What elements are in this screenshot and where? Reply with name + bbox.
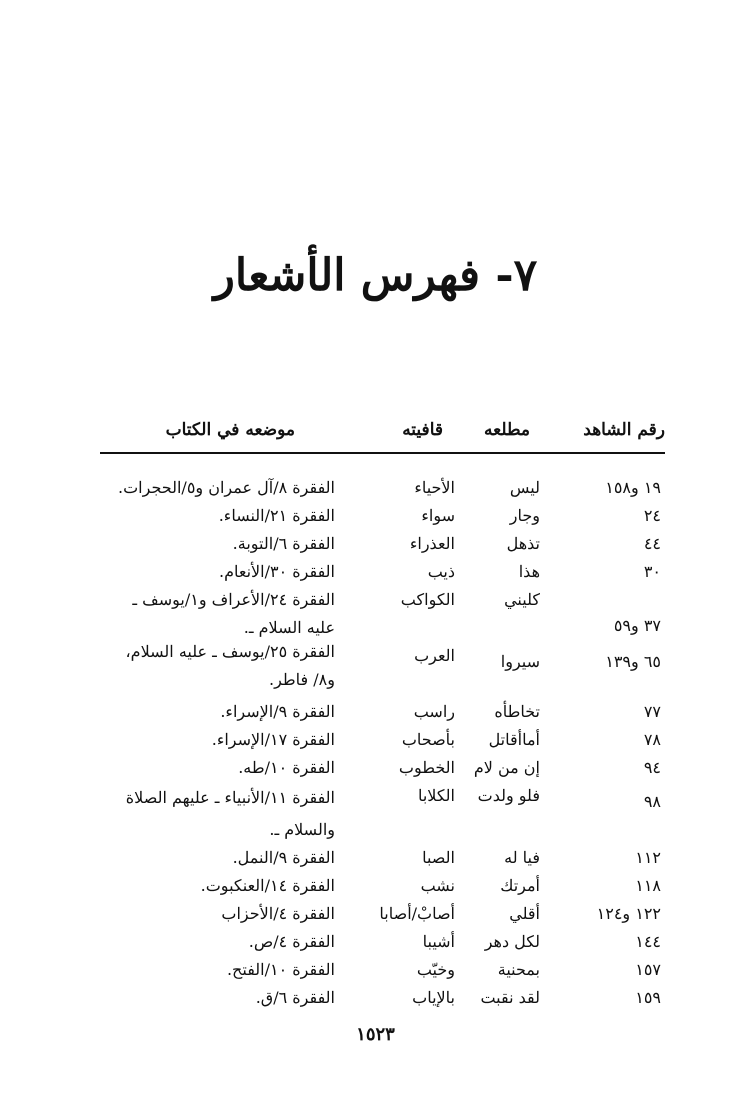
row-matla: إن من لام: [473, 758, 540, 777]
table-row: [100, 726, 665, 754]
row-mawdi: الفقرة ٤/الأحزاب: [221, 904, 335, 923]
row-qafiya: الكلابا: [417, 786, 455, 805]
row-matla: لكل دهر: [484, 932, 540, 951]
row-number: ١١٨: [635, 876, 661, 895]
row-mawdi: الفقرة ١١/الأنبياء ـ عليهم الصلاة والسلام ـ.: [125, 788, 335, 839]
row-number: ١٥٩: [635, 988, 661, 1007]
row-number: ١٤٤: [635, 932, 661, 951]
row-qafiya: نشب: [420, 876, 455, 895]
row-mawdi: الفقرة ٢٤/الأعراف و١/يوسف ـ عليه السلام ـ.: [132, 590, 335, 637]
row-qafiya: أصابْ/أصابا: [379, 904, 455, 923]
row-qafiya: ذيب: [427, 562, 455, 581]
row-matla: أماأقاتل: [488, 730, 540, 749]
row-matla: ليس: [509, 478, 540, 497]
row-qafiya: الصبا: [422, 848, 455, 867]
row-mawdi: الفقرة ٣٠/الأنعام.: [219, 562, 335, 581]
table-row: [100, 698, 665, 726]
row-matla: فلو ولدت: [477, 786, 540, 805]
table-row: [100, 586, 665, 638]
table-row: [100, 900, 665, 928]
row-number: ٧٧: [643, 702, 661, 721]
table-row: [100, 558, 665, 586]
row-number: ٦٥ و١٣٩: [605, 652, 661, 671]
row-number: ١٩ و١٥٨: [605, 478, 661, 497]
row-mawdi: الفقرة ٢١/النساء.: [218, 506, 335, 525]
table-row: [100, 956, 665, 984]
header-divider: [100, 452, 665, 454]
row-number: ٧٨: [643, 730, 661, 749]
row-qafiya: بالإياب: [412, 988, 455, 1007]
row-qafiya: الأحياء: [414, 478, 455, 497]
row-mawdi: الفقرة ٢٥/يوسف ـ عليه السلام، و٨/ فاطر.: [125, 642, 335, 689]
row-matla: تخاطأه: [494, 702, 540, 721]
row-number: ١٥٧: [635, 960, 661, 979]
row-mawdi: الفقرة ٨/آل عمران و٥/الحجرات.: [118, 478, 335, 497]
row-number: ٤٤: [643, 534, 661, 553]
row-matla: فيا له: [504, 848, 540, 867]
header-row: [100, 418, 665, 452]
row-mawdi: الفقرة ٦/التوبة.: [232, 534, 335, 553]
row-matla: تذهل: [506, 534, 540, 553]
row-number: ٣٠: [643, 562, 661, 581]
row-number: ٩٤: [643, 758, 661, 777]
table-body: [100, 474, 665, 1012]
row-mawdi: الفقرة ١٠/طه.: [238, 758, 335, 777]
table-row: [100, 530, 665, 558]
row-matla: هذا: [518, 562, 540, 581]
row-matla: كليني: [504, 590, 540, 609]
row-mawdi: الفقرة ١٤/العنكبوت.: [200, 876, 335, 895]
row-qafiya: الخطوب: [398, 758, 455, 777]
table-row: [100, 844, 665, 872]
row-matla: أقلي: [509, 904, 540, 923]
row-qafiya: بأصحاب: [401, 730, 455, 749]
row-matla: أمرتك: [500, 876, 540, 895]
row-qafiya: العذراء: [409, 534, 455, 553]
header-mawdi: موضعه في الكتاب: [165, 420, 295, 440]
row-mawdi: الفقرة ١٠/الفتح.: [226, 960, 335, 979]
row-mawdi: الفقرة ١٧/الإسراء.: [211, 730, 335, 749]
row-matla: بمحنية: [497, 960, 540, 979]
table-row: [100, 928, 665, 956]
row-qafiya: العرب: [414, 646, 455, 665]
row-number: ١١٢: [635, 848, 661, 867]
row-matla: سيروا: [500, 652, 540, 671]
table-row: [100, 638, 665, 698]
header-matla: مطلعه: [484, 420, 530, 440]
row-mawdi: الفقرة ٩/النمل.: [232, 848, 335, 867]
table-row: [100, 872, 665, 900]
table-row: [100, 782, 665, 844]
row-number: ٢٤: [643, 506, 661, 525]
row-qafiya: راسب: [413, 702, 455, 721]
table-row: [100, 502, 665, 530]
row-number: ٣٧ و٥٩: [613, 616, 661, 635]
table-row: [100, 474, 665, 502]
row-mawdi: الفقرة ٦/ق.: [255, 988, 335, 1007]
row-mawdi: الفقرة ٩/الإسراء.: [220, 702, 335, 721]
row-qafiya: أشيبا: [422, 932, 455, 951]
row-qafiya: سواء: [421, 506, 455, 525]
row-qafiya: الكواكب: [400, 590, 455, 609]
row-matla: وجار: [509, 506, 540, 525]
page-title: ٧- فهرس الأشعار: [213, 250, 538, 301]
row-qafiya: وخيّب: [416, 960, 455, 979]
row-mawdi: الفقرة ٤/ص.: [248, 932, 335, 951]
page-number: ١٥٢٣: [356, 1024, 395, 1045]
row-number: ١٢٢ و١٢٤: [596, 904, 661, 923]
table-header: [100, 418, 665, 452]
row-matla: لقد نقبت: [480, 988, 540, 1007]
table-row: [100, 754, 665, 782]
row-number: ٩٨: [643, 792, 661, 811]
table-row: [100, 984, 665, 1012]
header-qafiya: قافيته: [402, 420, 443, 440]
header-number: رقم الشاهد: [583, 420, 665, 440]
